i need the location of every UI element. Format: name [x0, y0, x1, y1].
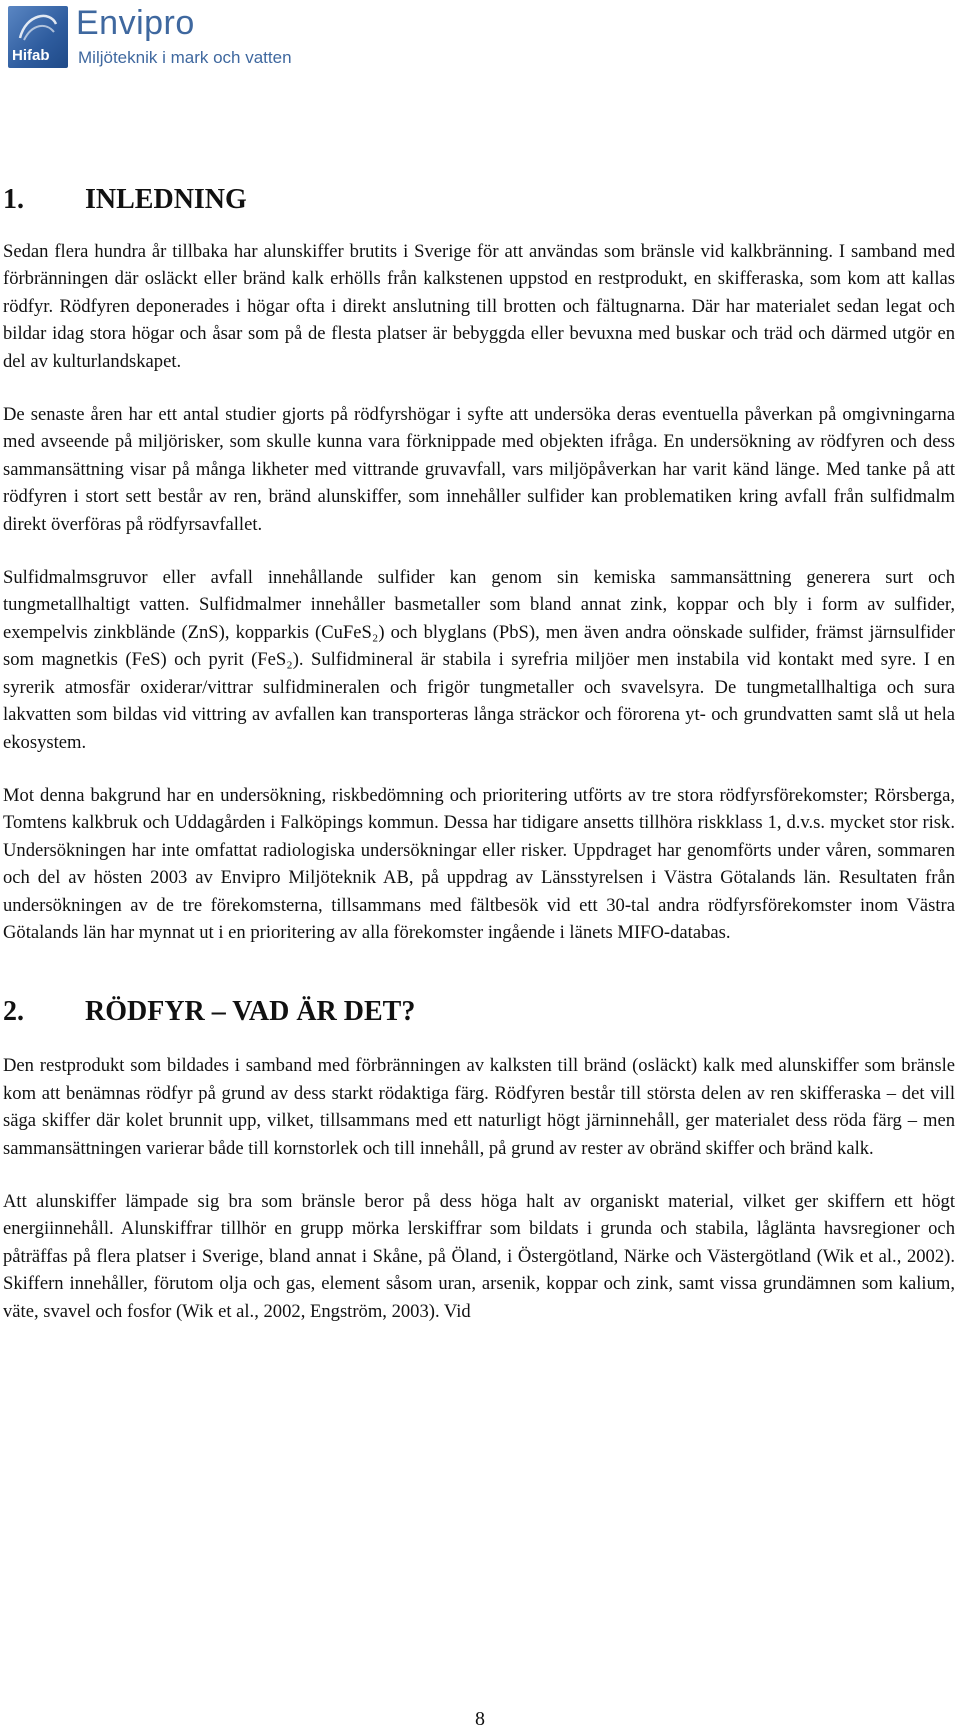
section-title: RÖDFYR – VAD ÄR DET? — [85, 996, 416, 1028]
paragraph: Sedan flera hundra år tillbaka har alunskiffer brutits i Sverige för att användas som bränsle vid kalkbränning. I samband med förbränningen där osläckt eller bränd kalk erhölls från kalkstenen uppstod en restprodukt, en skifferaska, som kom att kallas rödfyr. Rödfyren deponerades i högar ofta i direkt anslutning till brotten och fältugnarna. Där har materialet sedan legat och bildar idag stora högar och åsar som på de flesta platser är bebyggda eller bevuxna med buskar och träd och därmed utgör en del av kulturlandskapet. — [3, 241, 955, 372]
header — [6, 4, 306, 74]
logo-swirl-icon — [16, 10, 60, 44]
paragraph: Den restprodukt som bildades i samband med förbränningen av kalksten till bränd (osläckt) kalk med alunskiffer som bränsle kom att benämnas rödfyr på grund av dess starkt rödaktiga färg. Rödfyren består till största delen av ren skifferaska – det vill säga skiffer där kolet brunnit upp, vilket, tillsammans med ett naturligt högt järninnehåll, ger materialet dess röda färg – men sammansättningen varierar både till kornstorlek och till innehåll, på grund av rester av obränd skiffer och bränd kalk. — [3, 1055, 955, 1159]
section-1-heading — [3, 184, 955, 216]
brand-name: Envipro — [76, 4, 195, 42]
hifab-logo — [8, 6, 68, 68]
brand-tagline: Miljöteknik i mark och vatten — [78, 48, 292, 67]
paragraph: Att alunskiffer lämpade sig bra som bränsle beror på dess höga halt av organiskt material, vilket ger skiffern ett högt energiinnehåll. Alunskiffrar tillhör en grupp mörka lerskiffrar som bildats i grunda och stabila, låglänta havsregioner och påträffas på flera platser i Sverige, bland annat i Skåne, på Öland, i Östergötland, Närke och Västergötland (Wik et al., 2002). Skiffern innehåller, förutom olja och gas, element såsom uran, arsenik, koppar och zink, samt vissa grundämnen som kalium, väte, svavel och fosfor (Wik et al., 2002, Engström, 2003). Vid — [3, 1190, 955, 1322]
paragraph: Mot denna bakgrund har en undersökning, riskbedömning och prioritering utförts av tre stora rödfyrsförekomster; Rörsberga, Tomtens kalkbruk och Uddagården i Falköpings kommun. Dessa har tidigare ansetts tillhöra riskklass 1, d.v.s. mycket stor risk. Undersökningen har inte omfattat radiologiska undersökningar eller risker. Uppdraget har genomförts under våren, sommaren och del av hösten 2003 av Envipro Miljöteknik AB, på uppdrag av Länsstyrelsen i Västra Götalands län. Resultaten från undersökningen av de tre förekomsterna, tillsammans med fältbesök vid ett 30-tal andra rödfyrsförekomster inom Västra Götalands län har mynnat ut i en prioritering av alla förekomster ingående i länets MIFO-databas. — [3, 784, 955, 943]
paragraph: De senaste åren har ett antal studier gjorts på rödfyrshögar i syfte att undersöka deras eventuella påverkan på omgivningarna med avseende på miljörisker, som skulle kunna vara förknippade med objekten ifråga. En undersökning av rödfyren och dess sammansättning visar på många likheter med vittrande gruvavfall, vars miljöpåverkan har varit känd länge. Med tanke på att rödfyren i stort sett består av ren, bränd alunskiffer, som innehåller sulfider kan problematiken kring avfall från sulfidmalm direkt överföras på rödfyrsavfallet. — [3, 404, 955, 535]
document-body — [3, 184, 955, 1325]
section-number: 1. — [3, 184, 24, 215]
section-number: 2. — [3, 996, 24, 1028]
paragraph: Sulfidmalmsgruvor eller avfall innehållande sulfider kan genom sin kemiska sammansättning generera surt och tungmetallhaltigt vatten. Sulfidmalmer innehåller basmetaller som bland annat zink, koppar och bly i form av sulfider, exempelvis zinkblände (ZnS), kopparkis (CuFeS₂) och blyglans (PbS), men även andra oönskade sulfider, främst järnsulfider som magnetkis (FeS) och pyrit (FeS₂). Sulfidmineral är stabila i syrefria miljöer men instabila vid kontakt med syre. I en syrerik atmosfär oxiderar/vittrar sulfidmineralen och frigör tungmetaller och svavelsyra. De tungmetallhaltiga och sura lakvatten som bildas vid vittring av avfallen kan transporteras långa sträckor och förorena yt- och grundvatten samt slå ut hela ekosystem. — [3, 567, 955, 753]
page-number: 8 — [475, 1708, 485, 1730]
logo-text: Hifab — [12, 47, 50, 64]
section-2-heading — [3, 996, 955, 1028]
section-title: INLEDNING — [85, 184, 247, 215]
